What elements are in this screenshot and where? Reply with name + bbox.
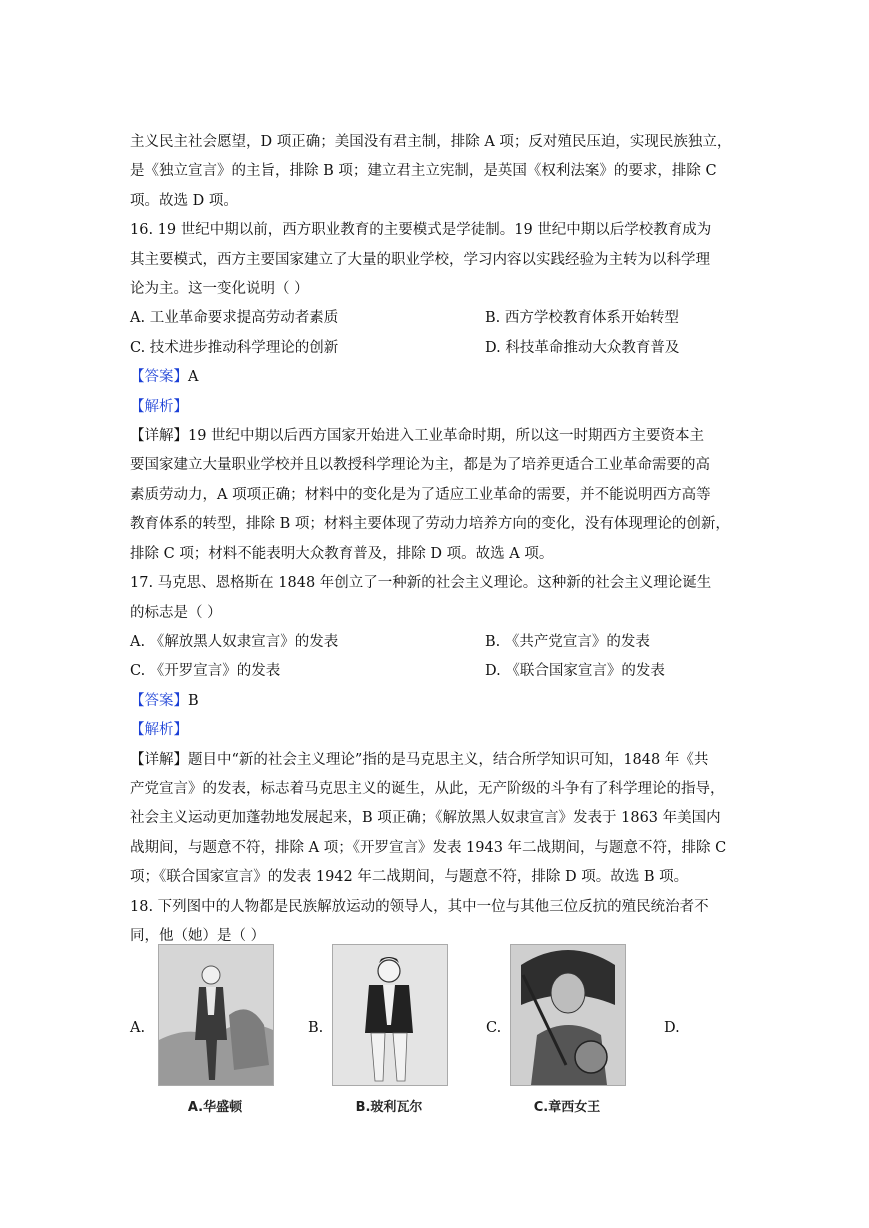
text-line: 产党宣言》的发表，标志着马克思主义的诞生，从此，无产阶级的斗争有了科学理论的指导， xyxy=(130,780,725,797)
text-line: 其主要模式，西方主要国家建立了大量的职业学校，学习内容以实践经验为主转为以科学理 xyxy=(130,251,710,268)
q17-option-a: A. 《解放黑人奴隶宣言》的发表 xyxy=(130,633,339,650)
figure-letter-b: B. xyxy=(308,1020,324,1036)
q16-option-d: D. 科技革命推动大众教育普及 xyxy=(485,339,680,356)
figure-letter-d: D. xyxy=(664,1020,680,1036)
q16-detail xyxy=(130,422,742,569)
q16-option-c: C. 技术进步推动科学理论的创新 xyxy=(130,339,339,356)
portrait-rani-drawing xyxy=(511,945,625,1085)
q17-answer xyxy=(130,687,742,716)
text-line: 战期间，与题意不符，排除 A 项；《开罗宣言》发表 1943 年二战期间，与题意不符，排除 C xyxy=(130,839,727,856)
figure-caption-a: A.华盛顿 xyxy=(187,1100,243,1115)
answer-tag: 【答案】 xyxy=(130,369,188,386)
q18-figures xyxy=(130,944,742,1124)
text-line: 论为主。这一变化说明（ ） xyxy=(130,281,309,298)
figure-letter-a: A. xyxy=(130,1020,146,1036)
text-line: 项；《联合国家宣言》的发表 1942 年二战期间，与题意不符，排除 D 项。故选 B 项。 xyxy=(130,869,689,886)
q16-answer xyxy=(130,363,742,392)
text-line: 17. 马克思、恩格斯在 1848 年创立了一种新的社会主义理论。这种新的社会主义理论诞生 xyxy=(130,575,712,592)
q16-options xyxy=(130,304,742,363)
q17-option-d: D. 《联合国家宣言》的发表 xyxy=(485,663,665,680)
q18-stem xyxy=(130,893,742,952)
q16-stem xyxy=(130,216,742,304)
text-line: 是《独立宣言》的主旨，排除 B 项；建立君主立宪制，是英国《权利法案》的要求，排除 C xyxy=(130,163,717,180)
text-line: 题目中“新的社会主义理论”指的是马克思主义，结合所学知识可知，1848 年《共 xyxy=(188,751,709,768)
q17-options xyxy=(130,628,742,687)
text-line: 同，他（她）是（ ） xyxy=(130,927,266,944)
answer-value: B xyxy=(188,692,199,709)
analysis-tag: 【解析】 xyxy=(130,398,188,415)
q17-detail xyxy=(130,746,742,893)
detail-tag: 【详解】 xyxy=(130,428,188,445)
text-line: 的标志是（ ） xyxy=(130,604,222,621)
answer-value: A xyxy=(188,369,199,386)
analysis-tag: 【解析】 xyxy=(130,722,188,739)
q17-analysis-heading xyxy=(130,716,742,745)
text-line: 项。故选 D 项。 xyxy=(130,192,238,209)
figure-letter-c: C. xyxy=(486,1020,502,1036)
answer-tag: 【答案】 xyxy=(130,692,188,709)
portrait-bolivar-drawing xyxy=(333,945,447,1085)
text-line: 主义民主社会愿望，D 项正确；美国没有君主制，排除 A 项；反对殖民压迫，实现民族独立， xyxy=(130,134,732,150)
portrait-washington-image xyxy=(158,944,274,1086)
q17-stem xyxy=(130,569,742,628)
document-body xyxy=(130,128,742,951)
text-line: 16. 19 世纪中期以前，西方职业教育的主要模式是学徒制。19 世纪中期以后学校教育成为 xyxy=(130,222,712,239)
text-line: 社会主义运动更加蓬勃地发展起来，B 项正确；《解放黑人奴隶宣言》发表于 1863 年美国内 xyxy=(130,810,721,827)
detail-tag: 【详解】 xyxy=(130,751,188,768)
q16-option-b: B. 西方学校教育体系开始转型 xyxy=(485,310,679,327)
figure-caption-b: B.玻利瓦尔 xyxy=(355,1100,423,1115)
text-line: 18. 下列图中的人物都是民族解放运动的领导人，其中一位与其他三位反抗的殖民统治者不 xyxy=(130,898,709,915)
portrait-washington-drawing xyxy=(159,945,273,1085)
text-line: 19 世纪中期以后西方国家开始进入工业革命时期，所以这一时期西方主要资本主 xyxy=(188,428,705,445)
figure-caption-c: C.章西女王 xyxy=(533,1100,601,1115)
text-line: 素质劳动力，A 项项正确；材料中的变化是为了适应工业革命的需要，并不能说明西方高等 xyxy=(130,486,711,503)
text-line: 排除 C 项；材料不能表明大众教育普及，排除 D 项。故选 A 项。 xyxy=(130,545,554,562)
q17-option-b: B. 《共产党宣言》的发表 xyxy=(485,633,650,650)
portrait-rani-image xyxy=(510,944,626,1086)
q15-analysis-tail xyxy=(130,128,742,216)
q16-option-a: A. 工业革命要求提高劳动者素质 xyxy=(130,310,339,327)
text-line: 要国家建立大量职业学校并且以教授科学理论为主，都是为了培养更适合工业革命需要的高 xyxy=(130,457,710,474)
q17-option-c: C. 《开罗宣言》的发表 xyxy=(130,663,281,680)
q16-analysis-heading xyxy=(130,393,742,422)
portrait-bolivar-image xyxy=(332,944,448,1086)
text-line: 教育体系的转型，排除 B 项；材料主要体现了劳动力培养方向的变化，没有体现理论的创新， xyxy=(130,516,730,533)
